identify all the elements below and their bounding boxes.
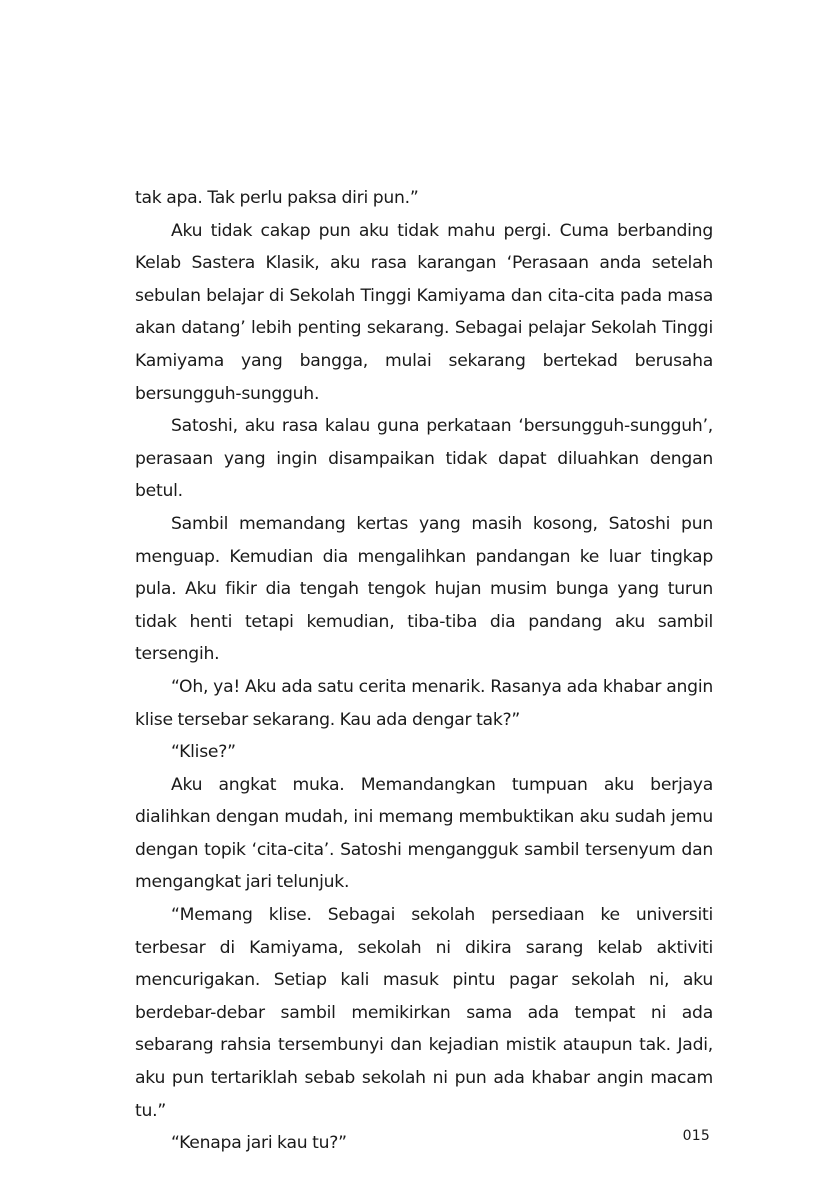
paragraph: “Klise?” xyxy=(171,742,236,763)
paragraph: Sambil memandang kertas yang masih kosong, Satoshi pun menguap. Kemudian dia mengalihkan pandangan ke luar tingkap pula. Aku fikir dia tengah tengok hujan musim bunga yang turun tidak henti tetapi kemudian, tiba-tiba dia pandang aku sambil tersengih. xyxy=(135,513,713,665)
paragraph: Aku angkat muka. Memandangkan tumpuan aku berjaya dialihkan dengan mudah, ini memang membuktikan aku sudah jemu dengan topik ‘cita-cita’. Satoshi mengangguk sambil tersenyum dan mengangkat jari telunjuk. xyxy=(135,774,713,893)
paragraph: Satoshi, aku rasa kalau guna perkataan ‘bersungguh-sungguh’, perasaan yang ingin disampaikan tidak dapat diluahkan dengan betul. xyxy=(135,416,713,502)
page-number: 015 xyxy=(682,1128,710,1144)
paragraph: “Memang klise. Sebagai sekolah persediaan ke universiti terbesar di Kamiyama, sekolah ni dikira sarang kelab aktiviti mencurigakan. Setiap kali masuk pintu pagar sekolah ni, aku berdebar-debar sambil memikirkan sama ada tempat ni ada sebarang rahsia tersembunyi dan kejadian mistik ataupun tak. Jadi, aku pun tertariklah sebab sekolah ni pun ada khabar angin macam tu.” xyxy=(135,905,713,1121)
paragraph: tak apa. Tak perlu paksa diri pun.” xyxy=(135,188,419,208)
body-text xyxy=(135,182,713,1160)
paragraph: “Kenapa jari kau tu?” xyxy=(171,1133,347,1154)
paragraph: Aku tidak cakap pun aku tidak mahu pergi. Cuma berbanding Kelab Sastera Klasik, aku rasa karangan ‘Perasaan anda setelah sebulan belajar di Sekolah Tinggi Kamiyama dan cita-cita pada masa akan datang’ lebih penting sekarang. Sebagai pelajar Sekolah Tinggi Kamiyama yang bangga, mulai sekarang bertekad berusaha bersungguh-sungguh. xyxy=(135,220,713,404)
paragraph: “Oh, ya! Aku ada satu cerita menarik. Rasanya ada khabar angin klise tersebar sekarang. Kau ada dengar tak?” xyxy=(135,676,713,730)
